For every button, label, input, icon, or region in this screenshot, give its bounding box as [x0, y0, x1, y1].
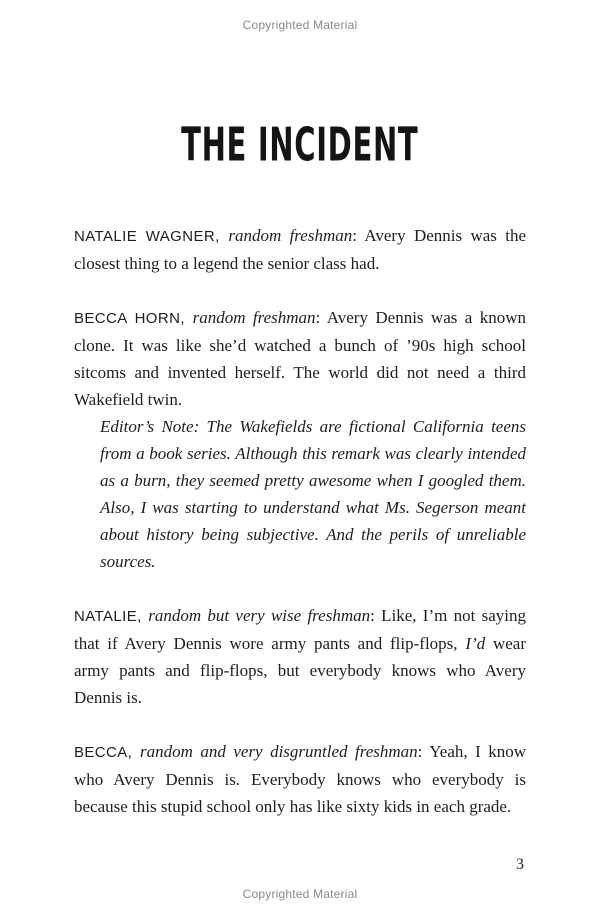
speaker-descriptor: random but very wise freshman: [148, 606, 371, 625]
copyright-notice-bottom: Copyrighted Material: [242, 887, 358, 901]
speaker-name: BECCA,: [74, 744, 141, 761]
speaker-descriptor: random freshman: [192, 308, 316, 327]
copyright-notice-top: Copyrighted Material: [242, 18, 358, 32]
interview-paragraph: [74, 738, 526, 820]
speaker-name: NATALIE,: [74, 608, 149, 625]
speaker-descriptor: random and very disgruntled freshman: [140, 742, 418, 761]
chapter-title-wrap: [0, 120, 600, 176]
interview-paragraph: [74, 602, 526, 711]
speaker-name: NATALIE WAGNER,: [74, 228, 229, 245]
paragraph-text: : Avery Dennis was the closest thing to a legend the senior class had.: [74, 226, 527, 273]
paragraph-text: : Like, I’m not saying that if Avery Dennis wore army pants and flip-flops,: [74, 606, 526, 653]
page-body: [0, 222, 600, 820]
speaker-name: BECCA HORN,: [74, 310, 193, 327]
interview-paragraph: [74, 222, 526, 277]
editor-note: [74, 413, 526, 575]
paragraph-text: Editor’s Note: The Wakefields are fictional California teens from a book series. Although this remark was clearly intended as a burn, they seemed pretty awesome when I googled them. Also, I was starting to understand what Ms. Segerson meant about history being subjective. And the perils of unreliable sources.: [100, 417, 526, 571]
speaker-descriptor: random freshman: [228, 226, 353, 245]
paragraph-text: wear army pants and flip-flops, but everybody knows who Avery Dennis is.: [74, 634, 526, 707]
page-number: 3: [516, 856, 524, 873]
chapter-title: THE INCIDENT: [181, 118, 419, 173]
interview-paragraph: [74, 304, 526, 413]
paragraph-text: I’d: [465, 634, 486, 653]
paragraph-text: : Avery Dennis was a known clone. It was like she’d watched a bunch of ’90s high school sitcoms and invented herself. The world did not need a third Wakefield twin.: [74, 308, 526, 409]
paragraph-text: : Yeah, I know who Avery Dennis is. Everybody knows who everybody is because this stupid school only has like sixty kids in each grade.: [74, 742, 526, 816]
